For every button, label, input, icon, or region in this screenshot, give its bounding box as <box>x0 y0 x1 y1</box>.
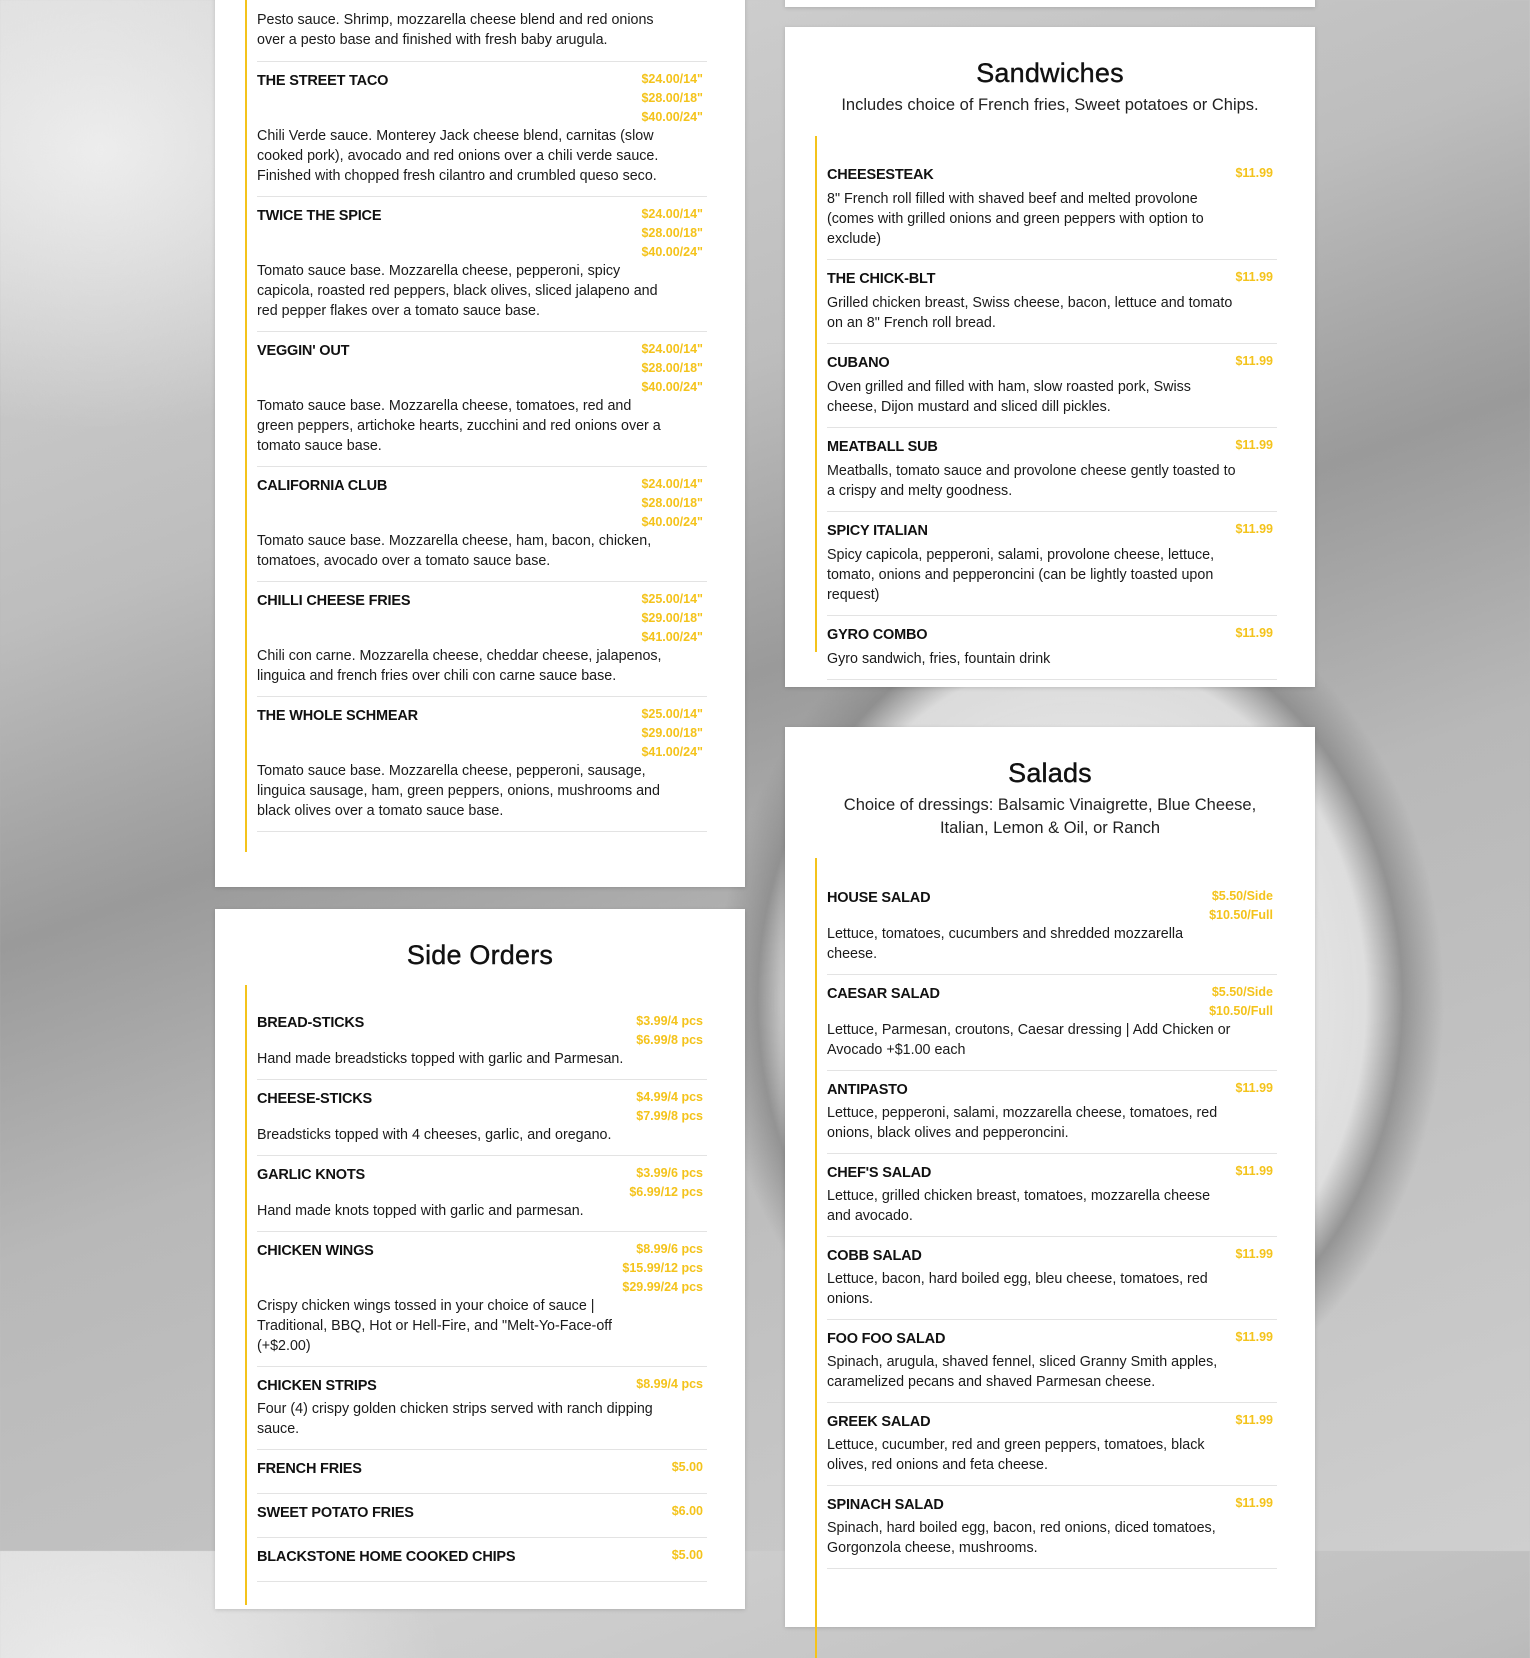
item-name: ANTIPASTO <box>827 1082 908 1098</box>
item-name: CALIFORNIA CLUB <box>257 478 388 494</box>
item-price: $40.00/24" <box>641 515 703 529</box>
menu-item <box>817 616 1277 680</box>
item-price: $29.99/24 pcs <box>622 1280 703 1294</box>
item-prices <box>622 1240 703 1297</box>
menu-item <box>247 1494 707 1538</box>
item-description: Oven grilled and filled with ham, slow roasted pork, Swiss cheese, Dijon mustard and sliced dill pickles. <box>827 379 1191 415</box>
item-description: Lettuce, pepperoni, salami, mozzarella cheese, tomatoes, red onions, black olives and pepperoncini. <box>827 1105 1218 1141</box>
menu-item <box>247 1156 707 1232</box>
item-description: Lettuce, tomatoes, cucumbers and shredded mozzarella cheese. <box>827 926 1184 962</box>
item-price: $24.00/14" <box>641 477 703 491</box>
item-price: $8.99/6 pcs <box>636 1242 703 1256</box>
item-price: $4.99/4 pcs <box>636 1090 703 1104</box>
pizza-item-list <box>245 0 707 852</box>
item-price: $24.00/14" <box>641 72 703 86</box>
item-price: $11.99 <box>1235 1081 1273 1095</box>
item-description: Pesto sauce. Shrimp, mozzarella cheese blend and red onions over a pesto base and finished with fresh baby arugula. <box>257 12 654 48</box>
item-price: $11.99 <box>1235 1164 1273 1178</box>
item-price: $41.00/24" <box>641 630 703 644</box>
item-prices <box>1235 1079 1273 1098</box>
item-name: CHILLI CHEESE FRIES <box>257 593 411 609</box>
item-description: Gyro sandwich, fries, fountain drink <box>827 651 1051 667</box>
item-price: $11.99 <box>1235 1496 1273 1510</box>
item-description: Lettuce, grilled chicken breast, tomatoes, mozzarella cheese and avocado. <box>827 1188 1211 1224</box>
menu-item <box>817 1403 1277 1486</box>
menu-item <box>247 697 707 832</box>
item-description: Lettuce, cucumber, red and green peppers, tomatoes, black olives, red onions and feta cheese. <box>827 1437 1205 1473</box>
item-price: $29.00/18" <box>641 611 703 625</box>
item-name: HOUSE SALAD <box>827 890 931 906</box>
item-description: Spinach, arugula, shaved fennel, sliced Granny Smith apples, caramelized pecans and shaved Parmesan cheese. <box>827 1354 1218 1390</box>
menu-item <box>247 1232 707 1367</box>
item-description: Tomato sauce base. Mozzarella cheese, pepperoni, sausage, linguica sausage, ham, green peppers, onions, mushrooms and black olives over a tomato sauce base. <box>257 763 660 819</box>
item-prices <box>629 1164 703 1202</box>
section-title: Salads <box>1008 758 1092 788</box>
item-prices <box>641 590 703 647</box>
item-description: Crispy chicken wings tossed in your choice of sauce | Traditional, BBQ, Hot or Hell-Fire, and "Melt-Yo-Face-off (+$2.00) <box>257 1298 612 1354</box>
menu-item <box>817 428 1277 512</box>
item-prices <box>641 70 703 127</box>
item-name: CHEESESTEAK <box>827 167 934 183</box>
item-description: Spinach, hard boiled egg, bacon, red onions, diced tomatoes, Gorgonzola cheese, mushrooms. <box>827 1520 1216 1556</box>
item-price: $28.00/18" <box>641 91 703 105</box>
item-price: $10.50/Full <box>1209 908 1273 922</box>
item-price: $5.50/Side <box>1211 985 1273 999</box>
item-name: BLACKSTONE HOME COOKED CHIPS <box>257 1549 516 1565</box>
item-name: CHICKEN STRIPS <box>257 1378 377 1394</box>
menu-item <box>247 1080 707 1156</box>
item-prices <box>1235 1328 1273 1347</box>
item-name: CHEESE-STICKS <box>257 1091 373 1107</box>
section-title: Side Orders <box>406 940 554 970</box>
item-description: Lettuce, bacon, hard boiled egg, bleu cheese, tomatoes, red onions. <box>827 1271 1208 1307</box>
menu-item <box>817 260 1277 344</box>
item-name: CAESAR SALAD <box>827 986 940 1002</box>
menu-item <box>247 197 707 332</box>
item-price: $24.00/14" <box>641 342 703 356</box>
item-prices <box>1235 1162 1273 1181</box>
item-price: $6.00 <box>671 1504 703 1518</box>
item-prices <box>641 205 703 262</box>
menu-item <box>817 1486 1277 1569</box>
item-price: $8.99/4 pcs <box>636 1377 703 1391</box>
item-price: $25.00/14" <box>641 592 703 606</box>
item-prices <box>1235 624 1273 643</box>
item-price: $6.99/8 pcs <box>636 1033 703 1047</box>
item-name: FRENCH FRIES <box>257 1461 362 1477</box>
item-prices <box>641 475 703 532</box>
menu-item <box>247 1004 707 1080</box>
salads-item-list <box>815 858 1277 1658</box>
item-prices <box>1235 1411 1273 1430</box>
menu-item <box>247 62 707 197</box>
item-price: $29.00/18" <box>641 726 703 740</box>
item-price: $11.99 <box>1235 1413 1273 1427</box>
item-price: $28.00/18" <box>641 226 703 240</box>
item-name: VEGGIN' OUT <box>257 343 350 359</box>
item-price: $40.00/24" <box>641 245 703 259</box>
menu-item <box>247 0 707 62</box>
item-description: Tomato sauce base. Mozzarella cheese, tomatoes, red and green peppers, artichoke hearts, zucchini and red onions over a tomato sauce base. <box>257 398 661 454</box>
item-prices <box>1235 520 1273 539</box>
menu-item <box>247 1538 707 1582</box>
item-prices <box>1235 436 1273 455</box>
item-description: Breadsticks topped with 4 cheeses, garlic, and oregano. <box>257 1127 612 1143</box>
item-name: BREAD-STICKS <box>257 1015 365 1031</box>
menu-item <box>817 879 1277 975</box>
item-description: Lettuce, Parmesan, croutons, Caesar dressing | Add Chicken or Avocado +$1.00 each <box>827 1022 1231 1058</box>
item-description: Tomato sauce base. Mozzarella cheese, pepperoni, spicy capicola, roasted red peppers, black olives, sliced jalapeno and red pepper flakes over a tomato sauce base. <box>257 263 658 319</box>
item-name: COBB SALAD <box>827 1248 922 1264</box>
item-price: $25.00/14" <box>641 707 703 721</box>
salads-card <box>785 727 1315 1627</box>
item-description: Chili con carne. Mozzarella cheese, cheddar cheese, jalapenos, linguica and french fries over chili con carne sauce base. <box>257 648 662 684</box>
item-description: 8" French roll filled with shaved beef and melted provolone (comes with grilled onions and green peppers with option to exclude) <box>827 191 1204 247</box>
item-name: CHEF'S SALAD <box>827 1165 932 1181</box>
item-price: $41.00/24" <box>641 745 703 759</box>
item-name: SWEET POTATO FRIES <box>257 1505 414 1521</box>
item-prices <box>636 1375 703 1394</box>
item-price: $24.00/14" <box>641 207 703 221</box>
side-orders-card <box>215 909 745 1609</box>
item-description: Hand made knots topped with garlic and parmesan. <box>257 1203 584 1219</box>
item-price: $3.99/4 pcs <box>636 1014 703 1028</box>
item-price: $6.99/12 pcs <box>629 1185 703 1199</box>
item-name: CHICKEN WINGS <box>257 1243 374 1259</box>
section-subtitle: Choice of dressings: Balsamic Vinaigrette, Blue Cheese, Italian, Lemon & Oil, or Ranch <box>843 796 1257 837</box>
menu-item <box>247 467 707 582</box>
item-price: $28.00/18" <box>641 361 703 375</box>
item-price: $7.99/8 pcs <box>636 1109 703 1123</box>
item-description: Grilled chicken breast, Swiss cheese, bacon, lettuce and tomato on an 8" French roll bread. <box>827 295 1233 331</box>
item-prices <box>1235 268 1273 287</box>
menu-item <box>817 156 1277 260</box>
item-price: $3.99/6 pcs <box>636 1166 703 1180</box>
item-prices <box>1235 164 1273 183</box>
menu-item <box>817 344 1277 428</box>
item-description: Four (4) crispy golden chicken strips served with ranch dipping sauce. <box>257 1401 653 1437</box>
item-prices <box>641 340 703 397</box>
item-price: $11.99 <box>1235 438 1273 452</box>
item-prices <box>1235 352 1273 371</box>
item-name: FOO FOO SALAD <box>827 1331 946 1347</box>
menu-item <box>817 1237 1277 1320</box>
menu-item <box>817 1071 1277 1154</box>
menu-item <box>817 1154 1277 1237</box>
item-name: MEATBALL SUB <box>827 439 938 455</box>
item-prices <box>672 1546 703 1565</box>
item-name: GARLIC KNOTS <box>257 1167 365 1183</box>
item-prices <box>672 1502 703 1521</box>
item-prices <box>636 1012 703 1050</box>
item-price: $28.00/18" <box>641 496 703 510</box>
item-name: SPINACH SALAD <box>827 1497 944 1513</box>
item-description: Hand made breadsticks topped with garlic and Parmesan. <box>257 1051 624 1067</box>
section-subtitle: Includes choice of French fries, Sweet potatoes or Chips. <box>841 96 1259 114</box>
item-price: $40.00/24" <box>641 110 703 124</box>
item-prices <box>672 1458 703 1477</box>
item-name: CUBANO <box>827 355 890 371</box>
menu-item <box>817 512 1277 616</box>
menu-item <box>247 1450 707 1494</box>
item-prices <box>1235 1245 1273 1264</box>
sandwiches-item-list <box>815 136 1277 667</box>
item-prices <box>1235 1494 1273 1513</box>
menu-item <box>247 582 707 697</box>
item-price: $40.00/24" <box>641 380 703 394</box>
menu-item <box>817 1320 1277 1403</box>
item-name: GREEK SALAD <box>827 1414 931 1430</box>
pizza-menu-card <box>215 0 745 887</box>
item-price: $5.00 <box>671 1548 703 1562</box>
sandwiches-card-top-edge <box>785 0 1315 7</box>
item-description: Spicy capicola, pepperoni, salami, provolone cheese, lettuce, tomato, onions and pepperoncini (can be lightly toasted upon request) <box>827 547 1215 603</box>
item-description: Chili Verde sauce. Monterey Jack cheese blend, carnitas (slow cooked pork), avocado and red onions over a chili verde sauce. Finished with chopped fresh cilantro and crumbled queso seco. <box>257 128 659 184</box>
section-title: Sandwiches <box>976 58 1124 88</box>
item-name: THE WHOLE SCHMEAR <box>257 708 418 724</box>
item-price: $11.99 <box>1235 270 1273 284</box>
item-prices <box>636 1088 703 1126</box>
item-price: $11.99 <box>1235 626 1273 640</box>
sandwiches-card <box>785 27 1315 687</box>
item-price: $15.99/12 pcs <box>622 1261 703 1275</box>
item-name: THE CHICK-BLT <box>827 271 936 287</box>
item-description: Meatballs, tomato sauce and provolone cheese gently toasted to a crispy and melty goodness. <box>827 463 1236 499</box>
side-orders-item-list <box>245 985 707 1605</box>
item-price: $11.99 <box>1235 522 1273 536</box>
item-prices <box>1209 887 1273 925</box>
menu-item <box>247 1367 707 1450</box>
menu-item <box>247 332 707 467</box>
item-price: $11.99 <box>1235 166 1273 180</box>
item-price: $11.99 <box>1235 1330 1273 1344</box>
item-price: $10.50/Full <box>1209 1004 1273 1018</box>
item-price: $11.99 <box>1235 1247 1273 1261</box>
item-name: GYRO COMBO <box>827 627 928 643</box>
item-name: TWICE THE SPICE <box>257 208 382 224</box>
item-price: $5.00 <box>671 1460 703 1474</box>
item-price: $5.50/Side <box>1211 889 1273 903</box>
item-price: $11.99 <box>1235 354 1273 368</box>
item-name: SPICY ITALIAN <box>827 523 928 539</box>
item-name: THE STREET TACO <box>257 73 389 89</box>
item-prices <box>1209 983 1273 1021</box>
item-description: Tomato sauce base. Mozzarella cheese, ham, bacon, chicken, tomatoes, avocado over a tomato sauce base. <box>257 533 652 569</box>
menu-item <box>817 975 1277 1071</box>
item-prices <box>641 705 703 762</box>
